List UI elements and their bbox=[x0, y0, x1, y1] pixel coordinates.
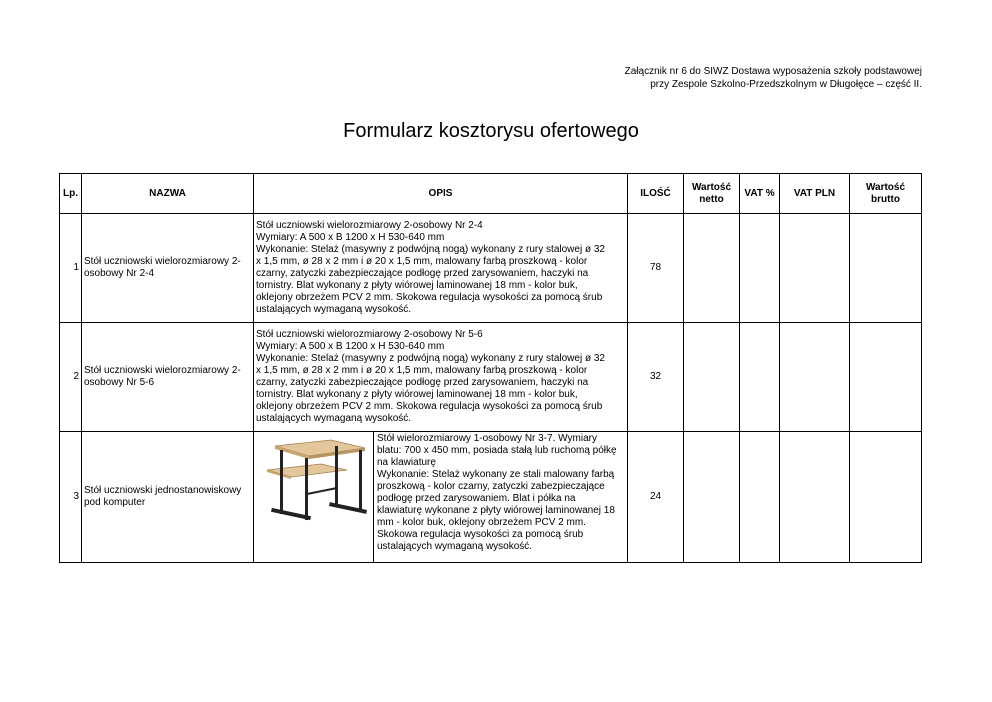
row-nazwa bbox=[82, 323, 254, 432]
table-row bbox=[60, 214, 922, 323]
row-netto-cell[interactable] bbox=[684, 432, 740, 563]
row-opis bbox=[254, 323, 628, 432]
row-opis-line: x 1,5 mm, ø 28 x 2 mm i ø 20 x 1,5 mm, malowany farbą proszkową - kolor bbox=[256, 256, 588, 267]
row-opis-line: ustalających wymaganą wysokość. bbox=[377, 541, 533, 552]
table-row bbox=[60, 323, 922, 432]
col-header-brutto bbox=[850, 174, 922, 214]
row-nazwa bbox=[82, 214, 254, 323]
row-opis bbox=[254, 214, 628, 323]
row-opis-line: Stół uczniowski wielorozmiarowy 2-osobowy Nr 5-6 bbox=[256, 329, 483, 340]
row-nazwa-line: Stół uczniowski wielorozmiarowy 2- bbox=[84, 256, 241, 267]
row-nazwa-line: osobowy Nr 2-4 bbox=[84, 268, 155, 279]
col-header-vat-pct: VAT % bbox=[740, 174, 780, 214]
row-opis-line: tornistry. Blat wykonany z płyty wiórowej laminowanej 18 mm - kolor buk, bbox=[256, 389, 578, 400]
col-header-nazwa: NAZWA bbox=[82, 174, 254, 214]
row-vat-pln-cell[interactable] bbox=[780, 214, 850, 323]
row-opis-line: ustalających wymaganą wysokość. bbox=[256, 304, 412, 315]
col-header-brutto-line1: Wartość bbox=[865, 181, 906, 193]
row-brutto-cell[interactable] bbox=[850, 323, 922, 432]
row-brutto-cell[interactable] bbox=[850, 214, 922, 323]
row-opis-line: na klawiaturę bbox=[377, 457, 436, 468]
row-lp: 2 bbox=[60, 323, 82, 432]
table-header-row bbox=[60, 174, 922, 214]
col-header-netto-line1: Wartość bbox=[691, 181, 732, 193]
row-netto-cell[interactable] bbox=[684, 323, 740, 432]
row-opis-line: oklejony obrzeżem PCV 2 mm. Skokowa regulacja wysokości za pomocą śrub bbox=[256, 292, 603, 303]
row-ilosc: 24 bbox=[628, 432, 684, 563]
row-opis-line: Wymiary: A 500 x B 1200 x H 530-640 mm bbox=[256, 341, 445, 352]
row-vat-pln-cell[interactable] bbox=[780, 432, 850, 563]
cost-estimate-table bbox=[59, 173, 922, 563]
row-opis-line: oklejony obrzeżem PCV 2 mm. Skokowa regulacja wysokości za pomocą śrub bbox=[256, 401, 603, 412]
row-opis-line: mm - kolor buk, oklejony obrzeżem PCV 2 mm. bbox=[377, 517, 586, 528]
row-netto-cell[interactable] bbox=[684, 214, 740, 323]
row-opis bbox=[254, 432, 628, 563]
col-header-ilosc: ILOŚĆ bbox=[628, 174, 684, 214]
table-row bbox=[60, 432, 922, 563]
row-ilosc: 32 bbox=[628, 323, 684, 432]
row-opis-line: Wymiary: A 500 x B 1200 x H 530-640 mm bbox=[256, 232, 445, 243]
page-title: Formularz kosztorysu ofertowego bbox=[343, 120, 639, 142]
row-ilosc: 78 bbox=[628, 214, 684, 323]
row-opis-line: klawiaturę wykonane z płyty wiórowej laminowanej 18 bbox=[377, 505, 615, 516]
row-opis-line: czarny, zatyczki zabezpieczające podłogę przed zarysowaniem, haczyki na bbox=[256, 268, 589, 279]
row-nazwa-line: Stół uczniowski wielorozmiarowy 2- bbox=[84, 365, 241, 376]
computer-desk-image bbox=[256, 432, 374, 562]
row-nazwa bbox=[82, 432, 254, 563]
row-vat-pln-cell[interactable] bbox=[780, 323, 850, 432]
row-opis-line: proszkową - kolor czarny, zatyczki zabezpieczające bbox=[377, 481, 605, 492]
col-header-netto bbox=[684, 174, 740, 214]
row-nazwa-line: pod komputer bbox=[84, 497, 146, 508]
row-lp: 1 bbox=[60, 214, 82, 323]
row-opis-line: Wykonanie: Stelaż (masywny z podwójną nogą) wykonany z rury stalowej ø 32 bbox=[256, 244, 605, 255]
row-brutto-cell[interactable] bbox=[850, 432, 922, 563]
col-header-netto-line2: netto bbox=[699, 193, 724, 205]
row-opis-line: podłogę przed zarysowaniem. Blat i półka na bbox=[377, 493, 576, 504]
row-opis-line: czarny, zatyczki zabezpieczające podłogę przed zarysowaniem, haczyki na bbox=[256, 377, 589, 388]
col-header-vat-pln: VAT PLN bbox=[780, 174, 850, 214]
row-opis-line: x 1,5 mm, ø 28 x 2 mm i ø 20 x 1,5 mm, malowany farbą proszkową - kolor bbox=[256, 365, 588, 376]
annex-note bbox=[625, 65, 922, 91]
row-lp: 3 bbox=[60, 432, 82, 563]
row-opis-line: blatu: 700 x 450 mm, posiada stałą lub ruchomą półkę bbox=[377, 445, 617, 456]
row-opis-line: tornistry. Blat wykonany z płyty wiórowej laminowanej 18 mm - kolor buk, bbox=[256, 280, 578, 291]
col-header-lp: Lp. bbox=[60, 174, 82, 214]
row-nazwa-line: osobowy Nr 5-6 bbox=[84, 377, 155, 388]
row-opis-line: ustalających wymaganą wysokość. bbox=[256, 413, 412, 424]
col-header-opis: OPIS bbox=[254, 174, 628, 214]
computer-desk-icon bbox=[261, 436, 369, 528]
row-opis-text bbox=[374, 432, 625, 562]
row-vat-pct-cell[interactable] bbox=[740, 432, 780, 563]
row-nazwa-line: Stół uczniowski jednostanowiskowy bbox=[84, 485, 242, 496]
row-opis-line: Skokowa regulacja wysokości za pomocą śrub bbox=[377, 529, 584, 540]
row-opis-line: Stół wielorozmiarowy 1-osobowy Nr 3-7. Wymiary bbox=[377, 433, 597, 444]
row-vat-pct-cell[interactable] bbox=[740, 214, 780, 323]
row-vat-pct-cell[interactable] bbox=[740, 323, 780, 432]
col-header-brutto-line2: brutto bbox=[871, 193, 900, 205]
annex-note-line2: przy Zespole Szkolno-Przedszkolnym w Długołęce – część II. bbox=[650, 79, 922, 90]
row-opis-line: Stół uczniowski wielorozmiarowy 2-osobowy Nr 2-4 bbox=[256, 220, 483, 231]
row-opis-line: Wykonanie: Stelaż (masywny z podwójną nogą) wykonany z rury stalowej ø 32 bbox=[256, 353, 605, 364]
annex-note-line1: Załącznik nr 6 do SIWZ Dostawa wyposażenia szkoły podstawowej bbox=[624, 66, 922, 77]
row-opis-line: Wykonanie: Stelaż wykonany ze stali malowany farbą bbox=[377, 469, 615, 480]
